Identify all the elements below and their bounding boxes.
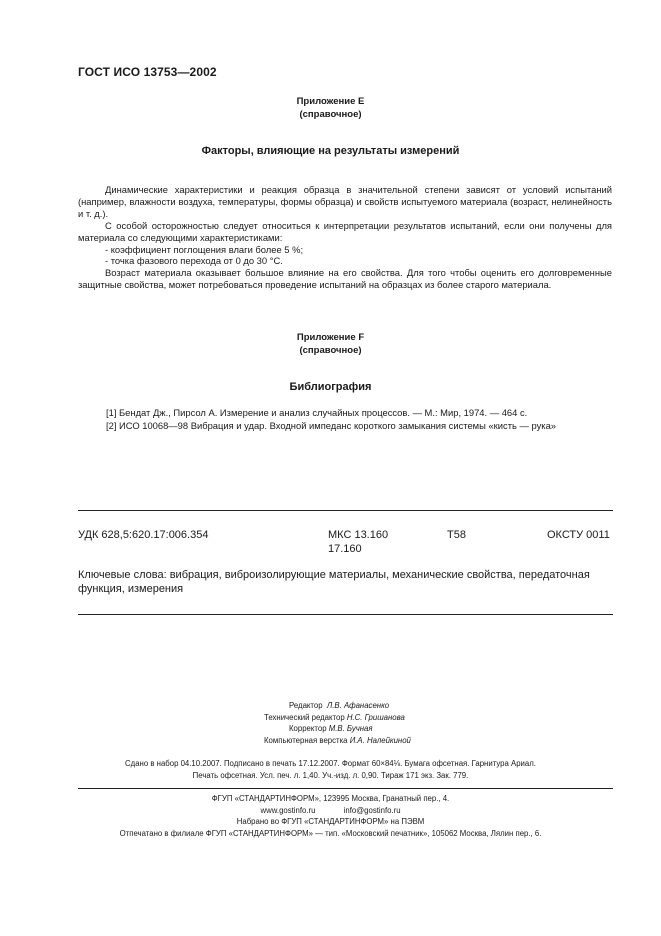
credit-name: М.В. Бучная	[328, 724, 373, 734]
mks-codes	[328, 528, 388, 556]
annex-e-subtitle: (справочное)	[299, 109, 362, 120]
annex-e-title: Приложение Е	[296, 96, 365, 107]
print-info	[0, 758, 661, 781]
annex-f-subtitle: (справочное)	[299, 345, 362, 356]
annex-f-title: Приложение F	[296, 332, 365, 343]
credit-line	[0, 723, 661, 735]
credit-line	[0, 700, 661, 712]
paragraph: Возраст материала оказывает большое влияние на его свойства. Для того чтобы оценить его долговременные защитные свойства, может потребоваться проведение испытаний на образцах из более старого материала.	[78, 267, 612, 291]
list-item: - коэффициент поглощения влаги более 5 %;	[105, 243, 304, 255]
publisher-website: www.gostinfo.ru	[260, 805, 316, 815]
publisher-email: info@gostinfo.ru	[343, 805, 401, 815]
annex-f-label	[0, 331, 661, 357]
annex-e-heading: Факторы, влияющие на результаты измерений	[201, 145, 460, 157]
paragraph: Динамические характеристики и реакция образца в значительной степени зависят от условий испытаний (например, влажности воздуха, температуры, формы образца) и свойств испытуемого материала (возраст, нелинейность и т. д.).	[78, 184, 612, 219]
credit-role: Технический редактор	[264, 712, 345, 722]
credit-name: Н.С. Гришанова	[346, 712, 405, 722]
credit-role: Компьютерная верстка	[264, 736, 348, 746]
divider	[78, 510, 613, 511]
typesetting-info: Набрано во ФГУП «СТАНДАРТИНФОРМ» на ПЭВМ	[236, 817, 425, 827]
publisher-contacts	[0, 805, 661, 817]
group-code: Т58	[447, 529, 466, 541]
printing-house-info: Отпечатано в филиале ФГУП «СТАНДАРТИНФОРМ» — тип. «Московский печатник», 105062 Москва, Лялин пер., 6.	[119, 829, 542, 839]
credit-name: И.А. Налейкиной	[349, 736, 411, 746]
credit-line	[0, 712, 661, 724]
mks-code: МКС 13.160	[328, 529, 389, 541]
list-item: - точка фазового перехода от 0 до 30 °С.	[105, 255, 283, 267]
paragraph: С особой осторожностью следует относиться к интерпретации результатов испытаний, если они получены для материала со следующими характеристиками:	[78, 219, 612, 243]
annex-e-label	[0, 95, 661, 121]
mks-code: 17.160	[328, 543, 362, 555]
bibliography-item: [2] ИСО 10068—98 Вибрация и удар. Входной импеданс короткого замыкания системы «кисть — рука»	[106, 420, 557, 431]
divider	[78, 614, 613, 615]
bibliography-heading: Библиография	[289, 381, 372, 393]
udk-code: УДК 628,5:620.17:006.354	[78, 529, 209, 541]
okstu-code: ОКСТУ 0011	[547, 529, 610, 541]
credits	[0, 700, 661, 747]
document-header: ГОСТ ИСО 13753—2002	[78, 65, 217, 79]
divider	[78, 788, 613, 789]
keywords: Ключевые слова: вибрация, виброизолирующие материалы, механические свойства, передаточная функция, измерения	[78, 569, 590, 595]
credit-role: Редактор	[289, 701, 323, 710]
credit-line	[0, 735, 661, 747]
publisher-address: ФГУП «СТАНДАРТИНФОРМ», 123995 Москва, Гранатный пер., 4.	[211, 794, 450, 803]
print-info-line: Сдано в набор 04.10.2007. Подписано в печать 17.12.2007. Формат 60×84⅛. Бумага офсетная. Гарнитура Ариал.	[125, 759, 536, 768]
bibliography-list	[106, 406, 556, 432]
print-info-line: Печать офсетная. Усл. печ. л. 1,40. Уч.-изд. л. 0,90. Тираж 171 экз. Зак. 779.	[192, 770, 469, 780]
publisher-info	[0, 793, 661, 840]
credit-name: Л.В. Афанасенко	[326, 701, 390, 710]
bibliography-item: [1] Бендат Дж., Пирсол А. Измерение и анализ случайных процессов. — М.: Мир, 1974. — 464 с.	[106, 407, 528, 418]
annex-e-body	[78, 184, 612, 291]
credit-role: Корректор	[289, 724, 327, 734]
